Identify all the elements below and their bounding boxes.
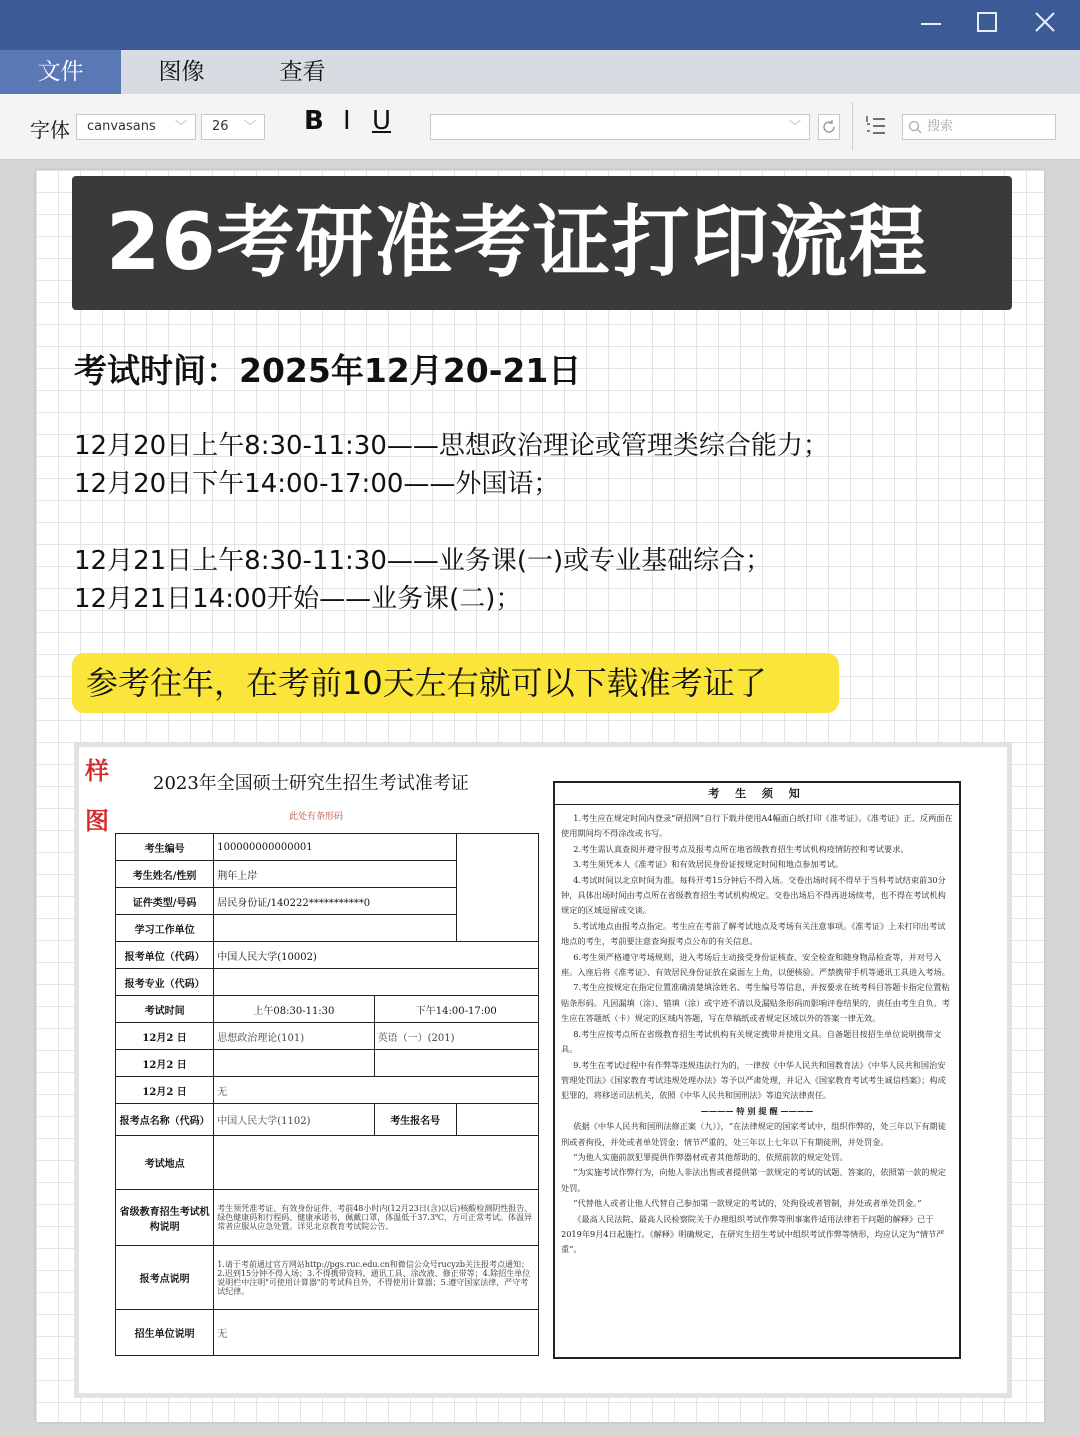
admit-info-table xyxy=(115,833,539,1356)
notice-item: 9.考生在考试过程中有作弊等违规违法行为的，一律按《中华人民共和国教育法》《中华人民共和国治安管理处罚法》《国家教育考试违规处理办法》等予以严肃处理，并记入《国家教育考试考生诚信档案》；构成犯罪的，将移送司法机关，依照《中华人民共和国刑法》等追究法律责任。 xyxy=(561,1059,946,1101)
search-icon xyxy=(908,120,922,134)
table-cell: 省级教育招生考试机构说明 xyxy=(116,1190,214,1246)
photo-cell xyxy=(456,834,538,942)
table-cell: 无 xyxy=(214,1310,539,1356)
highlight-note: 参考往年，在考前10天左右就可以下载准考证了 xyxy=(72,653,839,713)
chevron-down-icon: ﹀ xyxy=(243,119,256,133)
toolbar xyxy=(0,94,1080,160)
table-cell: 无 xyxy=(214,1077,539,1104)
table-row xyxy=(116,1023,539,1050)
chevron-down-icon: ﹀ xyxy=(174,119,187,133)
table-row xyxy=(116,969,539,996)
table-cell xyxy=(214,1050,374,1077)
special-item: “为他人实施前款犯罪提供作弊器材或者其他帮助的，依照前款的规定处罚。 xyxy=(573,1151,848,1162)
table-row xyxy=(116,1104,539,1136)
underline-button[interactable]: U xyxy=(372,106,392,136)
admit-card-sample xyxy=(74,742,1012,1398)
numbered-list-icon xyxy=(866,114,886,138)
table-cell: 考生姓名/性别 xyxy=(116,861,214,888)
schedule-line: 12月20日上午8:30-11:30——思想政治理论或管理类综合能力； xyxy=(74,431,829,461)
table-row xyxy=(116,1190,539,1246)
special-reminder-title: ———— 特 别 提 醒 ———— xyxy=(700,1105,814,1116)
font-size-value: 26 xyxy=(212,119,229,134)
italic-button[interactable]: I xyxy=(343,106,351,136)
table-cell: 下午14:00-17:00 xyxy=(374,996,538,1023)
table-cell: 1.请于考前通过官方网站http://pgs.ruc.edu.cn和微信公众号rucyzb关注报考点通知；2.迟到15分钟不得入场；3.不得携带资料、通讯工具、涂改液、修正带等；4.除招生单位说明栏中注明"可使用计算器"的考试科目外，不得使用计算器；5.遵守国家法律，严守考试纪律。 xyxy=(214,1246,539,1310)
table-cell xyxy=(214,915,457,942)
style-select[interactable] xyxy=(430,114,810,140)
table-cell: 中国人民大学(1102) xyxy=(214,1104,374,1136)
schedule-line: 12月21日上午8:30-11:30——业务课(一)或专业基础综合； xyxy=(74,546,772,576)
font-label: 字体 xyxy=(30,118,70,142)
table-cell: 荆年上岸 xyxy=(214,861,457,888)
exam-notice-panel xyxy=(553,781,961,1359)
table-row xyxy=(116,942,539,969)
menu-view[interactable]: 查看 xyxy=(279,59,326,85)
chevron-down-icon: ﹀ xyxy=(788,119,801,133)
table-row xyxy=(116,1050,539,1077)
notice-item: 1.考生应在规定时间内登录“研招网”自行下载并使用A4幅面白纸打印《准考证》。《准考证》正、反两面在使用期间均不得涂改或书写。 xyxy=(561,813,953,839)
table-row xyxy=(116,1077,539,1104)
special-item: “代替他人或者让他人代替自己参加第一款规定的考试的，处拘役或者管制，并处或者单处罚金。” xyxy=(573,1198,922,1209)
font-size-select[interactable] xyxy=(201,114,265,140)
table-cell: 考生报名号 xyxy=(374,1104,456,1136)
table-cell: 报考点名称（代码） xyxy=(116,1104,214,1136)
search-input[interactable] xyxy=(902,114,1056,140)
search-placeholder: 搜索 xyxy=(927,119,954,134)
table-cell xyxy=(374,1050,538,1077)
table-cell: 报考点说明 xyxy=(116,1246,214,1310)
table-cell xyxy=(456,1104,538,1136)
list-button[interactable] xyxy=(866,114,886,142)
special-item: “为实施考试作弊行为，向他人非法出售或者提供第一款规定的考试的试题、答案的，依照第一款的规定处罚。 xyxy=(561,1167,946,1193)
font-family-select[interactable] xyxy=(76,114,196,140)
close-icon[interactable] xyxy=(1016,0,1074,50)
notice-item: 3.考生须凭本人《准考证》和有效居民身份证按规定时间和地点参加考试。 xyxy=(573,859,844,870)
table-cell: 12月2 日 xyxy=(116,1077,214,1104)
table-cell: 考试时间 xyxy=(116,996,214,1023)
refresh-button[interactable] xyxy=(818,114,840,140)
menu-bar xyxy=(0,50,1080,94)
table-cell: 英语（一）(201) xyxy=(374,1023,538,1050)
exam-date: 考试时间：2025年12月20-21日 xyxy=(74,351,582,390)
toolbar-divider xyxy=(852,102,853,150)
notice-title: 考 生 须 知 xyxy=(555,783,959,805)
notice-item: 2.考生需认真查阅并遵守报考点及报考点所在地省级教育招生考试机构疫情防控和考试要求。 xyxy=(573,843,909,854)
table-cell: 思想政治理论(101) xyxy=(214,1023,374,1050)
schedule-line: 12月20日下午14:00-17:00——外国语； xyxy=(74,469,560,499)
table-row xyxy=(116,996,539,1023)
table-cell: 报考单位（代码） xyxy=(116,942,214,969)
table-row xyxy=(116,1246,539,1310)
notice-item: 5.考试地点由报考点指定。考生应在考前了解考试地点及考场有关注意事项。《准考证》上未打印出考试地点的考生，考前要注意查询报考点公布的有关信息。 xyxy=(561,920,946,947)
table-cell: 中国人民大学(10002) xyxy=(214,942,539,969)
table-cell: 招生单位说明 xyxy=(116,1310,214,1356)
table-cell: 上午08:30-11:30 xyxy=(214,996,374,1023)
special-item: 《最高人民法院、最高人民检察院关于办理组织考试作弊等刑事案件适用法律若干问题的解释》已于2019年9月4日起施行。《解释》明确规定，在研究生招生考试中组织考试作弊等情形，均应认定为“情节严重”。 xyxy=(561,1213,945,1255)
table-cell: 报考专业（代码） xyxy=(116,969,214,996)
notice-item: 6.考生须严格遵守考场规则，进入考场后主动接受身份证核查、安全检查和随身物品检查等，并对号入座。入座后将《准考证》、有效居民身份证放在桌面左上角，以便核验。严禁携带手机等通讯工具进入考场。 xyxy=(561,951,950,978)
table-row xyxy=(116,1310,539,1356)
notice-item: 8.考生应按考点所在省级教育招生考试机构有关规定携带并使用文具。自备题目按招生单位说明携带文具。 xyxy=(561,1028,942,1055)
table-row xyxy=(116,1136,539,1190)
special-item: 依据《中华人民共和国刑法修正案（九）》，“在法律规定的国家考试中，组织作弊的，处三年以下有期徒刑或者拘役，并处或者单处罚金；情节严重的，处三年以上七年以下有期徒刑，并处罚金。 xyxy=(561,1121,946,1147)
maximize-icon[interactable] xyxy=(958,0,1016,50)
bold-button[interactable]: B xyxy=(304,106,324,136)
admit-card-title: 2023年全国硕士研究生招生考试准考证 xyxy=(153,773,469,794)
font-family-value: canvasans xyxy=(87,119,156,134)
table-cell: 12月2 日 xyxy=(116,1023,214,1050)
sample-stamp: 样 xyxy=(85,757,109,785)
schedule-line: 12月21日14:00开始——业务课(二)； xyxy=(74,584,522,614)
page-title: 26考研准考证打印流程 xyxy=(72,176,1012,310)
barcode-placeholder: 此处有条形码 xyxy=(289,812,344,822)
notice-item: 7.考生应按规定在指定位置准确清楚填涂姓名、考生编号等信息，并按要求在统考科目答题卡指定位置粘贴条形码。凡因漏填（涂）、错填（涂）或字迹不清以及漏贴条形码而影响评卷结果的，责任由考生自负。考生应在答题纸（卡）规定的区域内答题，写在草稿纸或者规定区域以外的答案一律无效。 xyxy=(561,982,950,1024)
table-cell xyxy=(214,969,539,996)
minimize-icon[interactable] xyxy=(902,0,960,50)
menu-image[interactable]: 图像 xyxy=(158,59,205,85)
table-cell: 考生编号 xyxy=(116,834,214,861)
document-canvas[interactable] xyxy=(36,170,1044,1422)
table-cell: 居民身份证/140222***********0 xyxy=(214,888,457,915)
table-cell: 12月2 日 xyxy=(116,1050,214,1077)
refresh-icon xyxy=(819,115,839,139)
table-cell xyxy=(214,1136,539,1190)
menu-file[interactable]: 文件 xyxy=(0,50,121,94)
title-bar xyxy=(0,0,1080,50)
table-cell: 考试地点 xyxy=(116,1136,214,1190)
table-cell: 学习工作单位 xyxy=(116,915,214,942)
table-cell: 100000000000001 xyxy=(214,834,457,861)
table-cell: 考生须凭准考证、有效身份证件、考前48小时内(12月23日(含)以后)核酸检测阴性报告、绿色健康码和行程码、健康承诺书，佩戴口罩，体温低于37.3℃，方可正常考试。体温异常者应服从应急处置。详见北京教育考试院公告。 xyxy=(214,1190,539,1246)
sample-stamp: 图 xyxy=(85,807,109,835)
table-cell: 证件类型/号码 xyxy=(116,888,214,915)
notice-item: 4.考试时间以北京时间为准。每科开考15分钟后不得入场。交卷出场时间不得早于当科考试结束前30分钟，具体出场时间由考点所在省级教育招生考试机构规定。交卷出场后不得再进场续考，也不得在考试机构规定的区域逗留或交谈。 xyxy=(561,874,946,916)
table-row xyxy=(116,834,539,861)
